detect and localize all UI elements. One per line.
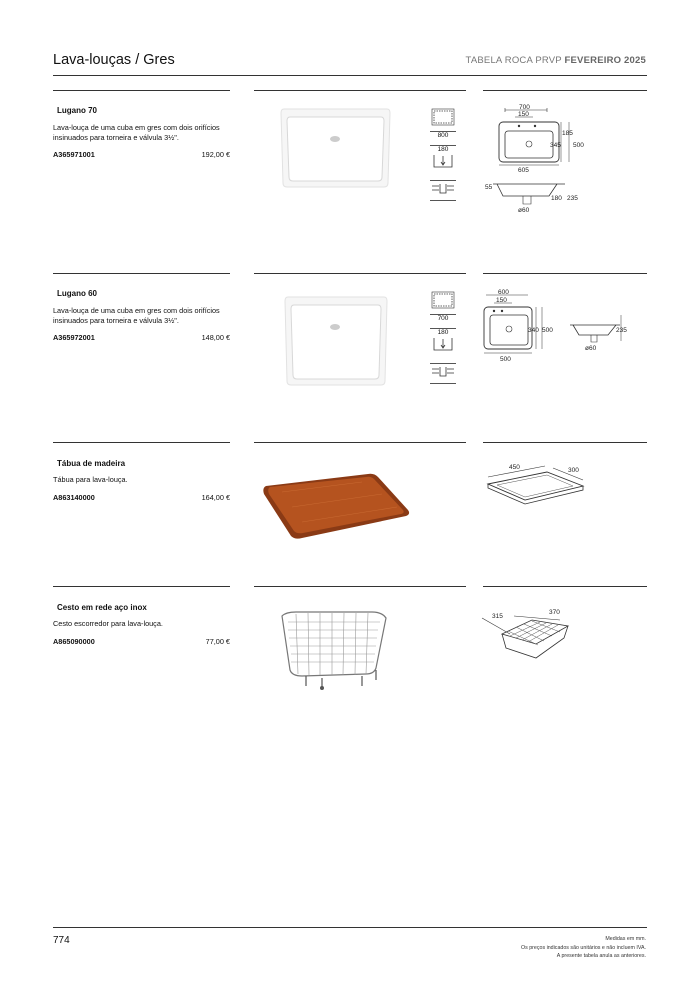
footer-rule [53, 927, 647, 928]
spec-icons [430, 108, 460, 201]
product-code: A365971001 [53, 150, 95, 159]
wire-basket-photo [276, 610, 391, 692]
product-price: 192,00 € [201, 150, 230, 159]
countertop-install-icon [430, 364, 456, 378]
dim-h: 235 [567, 195, 578, 202]
dim-depth: 500 [542, 327, 553, 334]
dim-g: 180 [551, 195, 562, 202]
dim-length: 315 [492, 613, 503, 620]
countertop-install-icon [430, 181, 456, 195]
dim-b: 185 [562, 130, 573, 137]
footer-note: Medidas em mm. [605, 936, 646, 942]
cabinet-width-icon [430, 291, 456, 309]
bowl-depth-icon [430, 153, 456, 171]
dim-width: 370 [549, 609, 560, 616]
dim-e: 605 [518, 167, 529, 174]
cabinet-width-value: 800 [430, 131, 456, 139]
cabinet-width-icon [430, 108, 456, 126]
product-description: Lava-louça de uma cuba em gres com dois orifícios insinuados para torneira e válvula 3½". [53, 123, 220, 142]
catalog-date: FEVEREIRO 2025 [564, 55, 646, 66]
technical-drawing [485, 460, 595, 510]
technical-drawing [485, 104, 595, 224]
dim-c: 340 [528, 327, 539, 334]
dim-f: 55 [485, 184, 493, 191]
sink-photo [282, 293, 390, 388]
page-title: Lava-louças / Gres [53, 52, 175, 68]
footer-note: Os preços indicados são unitários e não incluem IVA. [520, 944, 646, 951]
product-price: 77,00 € [205, 637, 230, 646]
catalog-edition [466, 55, 646, 66]
product-code: A365972001 [53, 333, 95, 342]
dim-width: 700 [519, 104, 530, 111]
dim-length: 450 [509, 464, 520, 471]
page-number: 774 [53, 935, 70, 946]
product-name: Cesto em rede aço inox [57, 603, 147, 612]
wooden-board-photo [262, 472, 412, 542]
cabinet-width-value: 700 [430, 314, 456, 322]
product-price: 164,00 € [201, 493, 230, 502]
bowl-depth-value: 180 [430, 145, 456, 153]
sink-photo [278, 105, 393, 190]
product-description: Tábua para lava-louça. [53, 475, 128, 484]
dim-c: 345 [550, 142, 561, 149]
product-name: Lugano 70 [57, 106, 98, 115]
catalog-name: TABELA ROCA PRVP [465, 55, 562, 66]
product-code: A863140000 [53, 493, 95, 502]
product-name: Lugano 60 [57, 289, 98, 298]
product-description: Lava-louça de uma cuba em gres com dois orifícios insinuados para torneira e válvula 3½". [53, 306, 220, 325]
product-name: Tábua de madeira [57, 459, 126, 468]
dim-e: 500 [500, 356, 511, 363]
dim-offset: 150 [496, 297, 507, 304]
dim-h: 235 [616, 327, 627, 334]
bowl-depth-icon [430, 336, 456, 354]
product-price: 148,00 € [201, 333, 230, 342]
product-description: Cesto escorredor para lava-louça. [53, 619, 163, 628]
header-rule [53, 75, 647, 76]
dim-offset: 150 [518, 111, 529, 118]
footer-note: A presente tabela anula as anteriores. [556, 953, 646, 959]
dim-width: 600 [498, 289, 509, 296]
dim-depth: 500 [573, 142, 584, 149]
bowl-depth-value: 180 [430, 328, 456, 336]
technical-drawing [480, 285, 630, 375]
dim-width: 300 [568, 467, 579, 474]
spec-icons [430, 291, 460, 384]
dim-diameter: ø60 [518, 207, 530, 214]
footer-notes [521, 935, 646, 961]
dim-diameter: ø60 [585, 345, 597, 352]
product-code: A865090000 [53, 637, 95, 646]
technical-drawing [480, 604, 580, 666]
